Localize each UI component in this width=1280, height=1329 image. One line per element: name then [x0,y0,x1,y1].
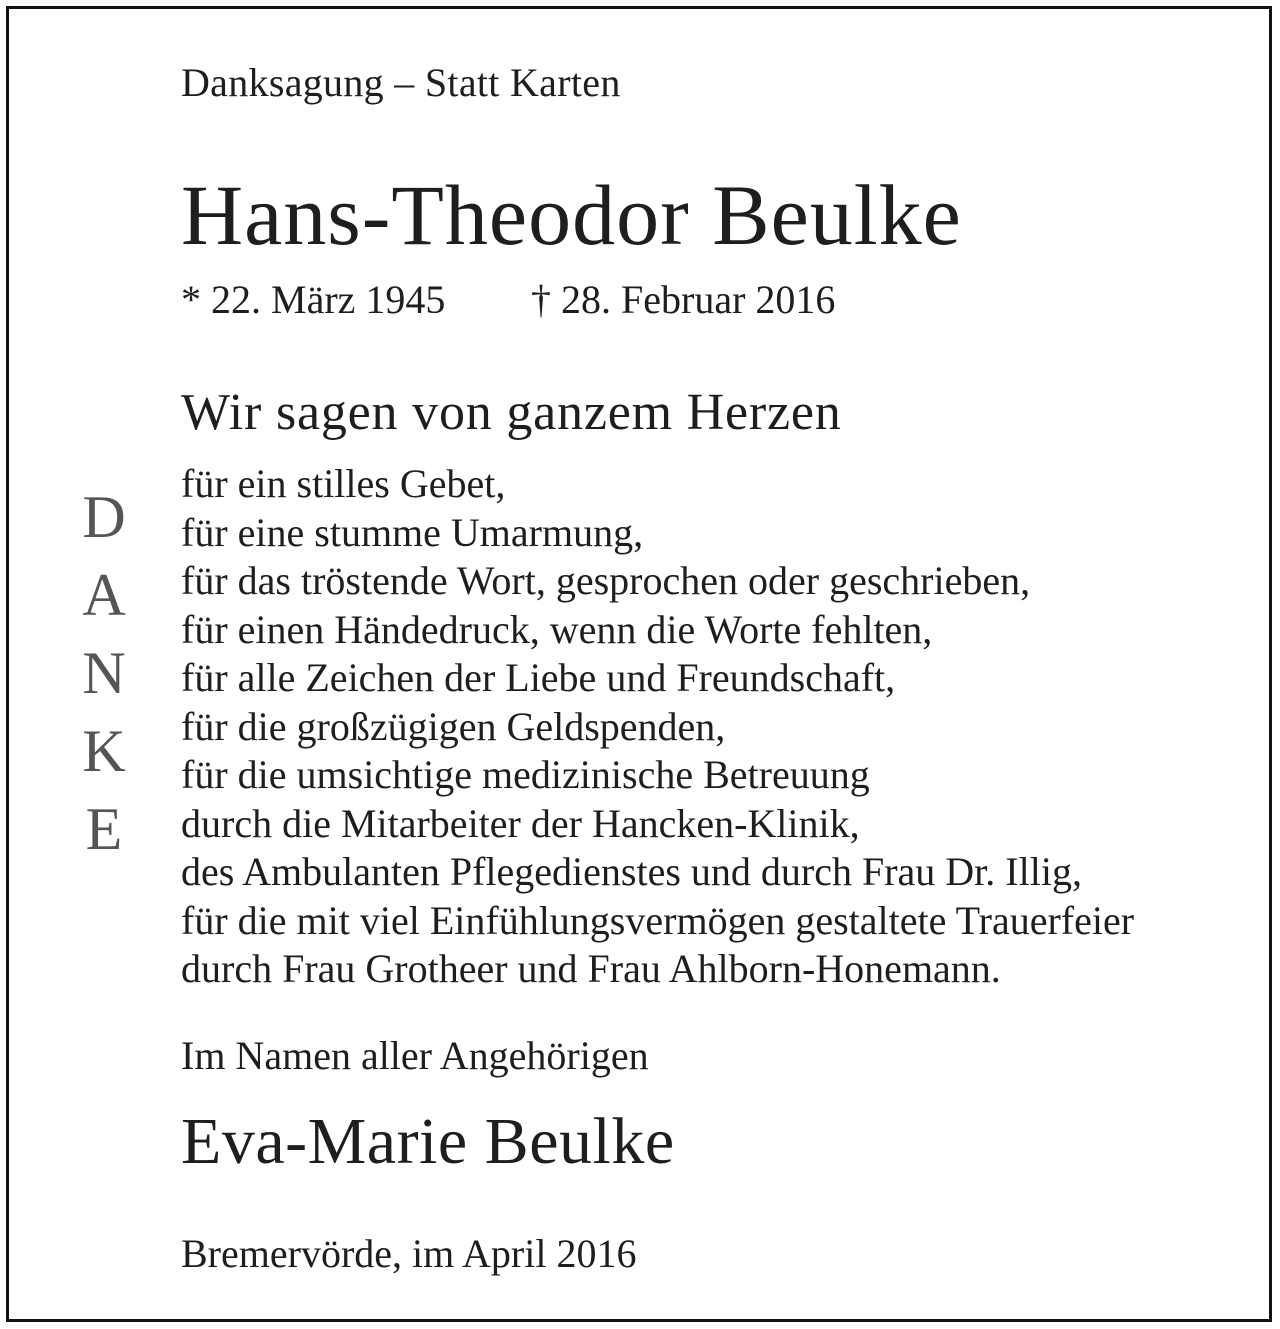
death-date: † 28. Februar 2016 [531,277,836,322]
thanks-line: für ein stilles Gebet, [181,461,506,506]
thanks-line: durch Frau Grotheer und Frau Ahlborn-Honemann. [181,946,1001,991]
thanks-line: für die großzügigen Geldspenden, [181,703,726,749]
signature-intro: Im Namen aller Angehörigen [181,1033,649,1078]
danke-letter: N [82,640,126,706]
thanks-line: für das tröstende Wort, gesprochen oder geschrieben, [181,558,1031,603]
thanks-heading: Wir sagen von ganzem Herzen [181,384,842,441]
thanks-line: für die mit viel Einfühlungsvermögen gestaltete Trauerfeier [181,897,1135,943]
birth-date: * 22. März 1945 [181,277,446,322]
danke-letter: E [85,796,123,862]
danke-letter: A [82,562,126,628]
thanks-line: durch die Mitarbeiter der Hancken-Klinik, [181,800,860,846]
danke-letter: D [82,484,126,550]
thanks-list [181,460,1134,994]
thanks-line: für die umsichtige medizinische Betreuung [181,752,870,797]
danke-letter: K [82,718,126,784]
notice-heading: Danksagung – Statt Karten [181,60,621,105]
life-dates [181,274,835,326]
signer-name: Eva-Marie Beulke [181,1105,675,1178]
place-date: Bremervörde, im April 2016 [181,1231,637,1276]
thanks-line: des Ambulanten Pflegedienstes und durch Frau Dr. Illig, [181,849,1082,894]
danke-vertical-word [74,478,134,868]
thanks-line: für alle Zeichen der Liebe und Freundschaft, [181,655,896,700]
thanks-line: für einen Händedruck, wenn die Worte fehlten, [181,606,933,652]
thanks-line: für eine stumme Umarmung, [181,509,644,555]
deceased-name: Hans-Theodor Beulke [181,167,962,263]
